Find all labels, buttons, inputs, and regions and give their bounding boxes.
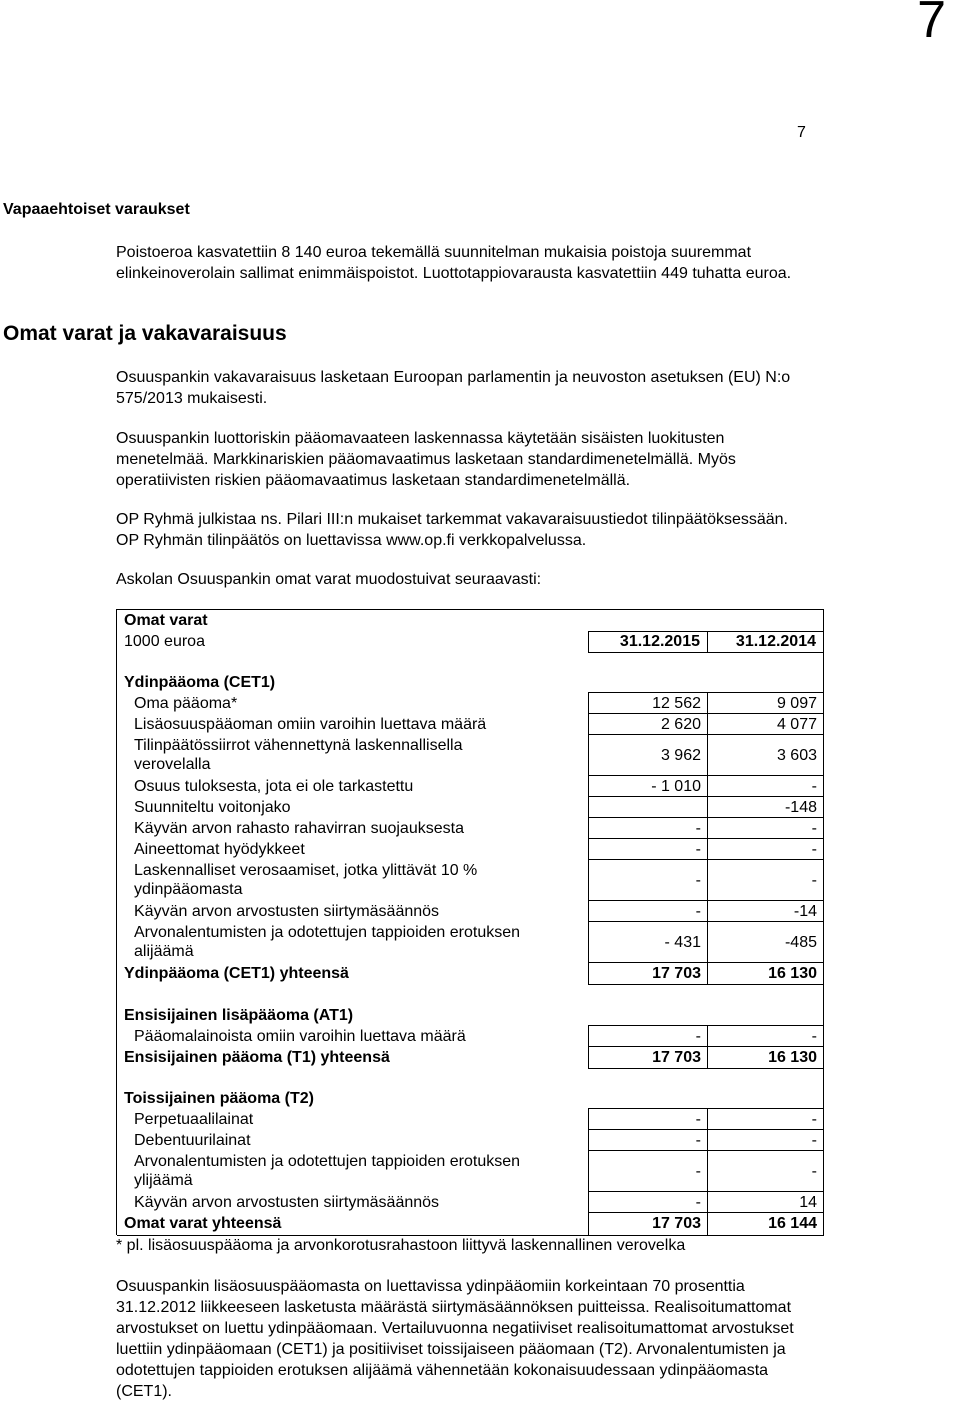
row-label — [134, 861, 477, 899]
row-label: Ydinpääoma (CET1) yhteensä — [124, 965, 349, 982]
cet1-heading: Ydinpääoma (CET1) — [124, 674, 276, 691]
corner-page-number: 7 — [917, 0, 946, 49]
text-line: Osuuspankin luottoriskin pääomavaateen laskennassa käytetään sisäisten luokitusten — [116, 430, 725, 447]
value-2015: 12 562 — [652, 695, 701, 712]
row-label: Suunniteltu voitonjako — [134, 799, 291, 816]
row-divider — [588, 984, 824, 985]
value-2014: -485 — [784, 934, 817, 951]
section-heading-voluntary-reserves: Vapaaehtoiset varaukset — [3, 201, 190, 218]
t2-heading: Toissijainen pääoma (T2) — [124, 1090, 314, 1107]
table-title: Omat varat — [124, 612, 208, 629]
section-heading-capital: Omat varat ja vakavaraisuus — [3, 322, 287, 345]
capital-paragraph-3 — [116, 509, 906, 551]
row-label: Käyvän arvon rahasto rahavirran suojauksesta — [134, 820, 464, 837]
value-2015: - — [695, 1132, 701, 1149]
value-2014: -148 — [784, 799, 817, 816]
own-funds-table — [116, 609, 824, 1235]
at1-heading: Ensisijainen lisäpääoma (AT1) — [124, 1007, 354, 1024]
table-bottom-border — [117, 1235, 824, 1236]
value-2014: 3 603 — [776, 747, 817, 764]
column-header-2015: 31.12.2015 — [588, 631, 708, 653]
text-line: menetelmää. Markkinariskien pääomavaatimus lasketaan standardimenetelmällä. Myös — [116, 451, 736, 468]
row-label-line: Arvonalentumisten ja odotettujen tappioiden erotuksen — [134, 1153, 521, 1170]
text-line: Askolan Osuuspankin omat varat muodostuivat seuraavasti: — [116, 571, 542, 588]
capital-paragraph-1 — [116, 367, 906, 409]
value-2015: - — [695, 872, 701, 889]
total-2014: 16 130 — [768, 965, 817, 982]
total-2015: 17 703 — [652, 965, 701, 982]
value-2015: - — [695, 1028, 701, 1045]
value-2015: 2 620 — [660, 716, 701, 733]
page-number: 7 — [797, 124, 806, 141]
value-2015: - — [695, 820, 701, 837]
text-line: OP Ryhmän tilinpäätös on luettavissa www.op.fi verkkopalvelussa. — [116, 532, 587, 549]
value-2014: - — [811, 1132, 817, 1149]
row-label: Osuus tuloksesta, jota ei ole tarkastettu — [134, 778, 414, 795]
row-label: Aineettomat hyödykkeet — [134, 841, 305, 858]
capital-paragraph-2 — [116, 428, 906, 491]
value-2014: 4 077 — [776, 716, 817, 733]
column-divider — [823, 1108, 824, 1235]
value-2015: - 1 010 — [651, 778, 701, 795]
value-2014: -14 — [793, 903, 817, 920]
row-label-line: ydinpääomasta — [134, 881, 243, 898]
value-2014: 14 — [799, 1194, 817, 1211]
row-label-line: ylijäämä — [134, 1172, 193, 1189]
row-divider — [588, 1068, 824, 1069]
value-2015: - — [695, 903, 701, 920]
row-label: Pääomalainoista omiin varoihin luettava määrä — [134, 1028, 466, 1045]
value-2015: - — [695, 1163, 701, 1180]
text-line: Osuuspankin lisäosuuspääomasta on luettavissa ydinpääomiin korkeintaan 70 prosenttia — [116, 1278, 745, 1295]
text-line: 575/2013 mukaisesti. — [116, 390, 268, 407]
row-label-line: alijäämä — [134, 943, 194, 960]
total-2015: 17 703 — [652, 1215, 701, 1232]
value-2014: - — [811, 1111, 817, 1128]
value-2014: - — [811, 820, 817, 837]
row-label: Lisäosuuspääoman omiin varoihin luettava määrä — [134, 716, 487, 733]
table-footnote: * pl. lisäosuuspääoma ja arvonkorotusrahastoon liittyvä laskennallinen verovelka — [116, 1237, 686, 1254]
value-2015: - — [695, 841, 701, 858]
capital-paragraph-4 — [116, 569, 906, 590]
closing-paragraph — [116, 1276, 906, 1402]
total-2015: 17 703 — [652, 1049, 701, 1066]
value-2014: - — [811, 841, 817, 858]
text-line: Poistoeroa kasvatettiin 8 140 euroa tekemällä suunnitelman mukaisia poistoja suuremmat — [116, 244, 752, 261]
value-2014: 9 097 — [776, 695, 817, 712]
row-label — [134, 736, 462, 774]
text-line: arvostukset on luettu ydinpääomaan. Vertailuvuonna negatiiviset realisoitumattomat arvostukset — [116, 1320, 794, 1337]
value-2015: - — [695, 1194, 701, 1211]
value-2014: - — [811, 1028, 817, 1045]
text-line: odotettujen tappioiden erotuksen alijäämä vähennetään kokonaisuudessaan ydinpääomasta — [116, 1362, 769, 1379]
column-header-2014: 31.12.2014 — [707, 631, 824, 653]
total-2014: 16 144 — [768, 1215, 817, 1232]
value-2014: - — [811, 1163, 817, 1180]
row-label-line: verovelalla — [134, 756, 211, 773]
text-line: elinkeinoverolain sallimat enimmäispoistot. Luottotappiovarausta kasvatettiin 449 tuhatta euroa. — [116, 265, 792, 282]
total-2014: 16 130 — [768, 1049, 817, 1066]
value-2014: - — [811, 872, 817, 889]
text-line: OP Ryhmä julkistaa ns. Pilari III:n mukaiset tarkemmat vakavaraisuustiedot tilinpäätöksessään. — [116, 511, 788, 528]
row-label: Ensisijainen pääoma (T1) yhteensä — [124, 1049, 390, 1066]
text-line: (CET1). — [116, 1383, 172, 1400]
text-line: luettiin ydinpääomaan (CET1) ja positiiviset toissijaiseen pääomaan (T2). Arvonalentumisten ja — [116, 1341, 786, 1358]
table-unit: 1000 euroa — [124, 633, 205, 650]
text-line: 31.12.2012 liikkeeseen lasketusta määrästä siirtymäsäännöksen puitteissa. Realisoitumattomat — [116, 1299, 792, 1316]
row-label: Omat varat yhteensä — [124, 1215, 282, 1232]
text-line: operatiivisten riskien pääomavaatimus lasketaan standardimenetelmällä. — [116, 472, 631, 489]
row-label: Käyvän arvon arvostusten siirtymäsäännös — [134, 903, 440, 920]
value-2015: 3 962 — [660, 747, 701, 764]
row-label-line: Laskennalliset verosaamiset, jotka ylittävät 10 % — [134, 862, 478, 879]
row-label — [134, 1152, 520, 1190]
text-line: Osuuspankin vakavaraisuus lasketaan Euroopan parlamentin ja neuvoston asetuksen (EU) N:o — [116, 369, 791, 386]
value-2015: - — [695, 1111, 701, 1128]
row-label: Debentuurilainat — [134, 1132, 251, 1149]
row-label: Oma pääoma* — [134, 695, 238, 712]
row-label-line: Arvonalentumisten ja odotettujen tappioiden erotuksen — [134, 924, 521, 941]
voluntary-reserves-text — [116, 242, 906, 284]
column-divider — [823, 1025, 824, 1069]
row-label: Käyvän arvon arvostusten siirtymäsäännös — [134, 1194, 440, 1211]
row-label: Perpetuaalilainat — [134, 1111, 254, 1128]
value-2015: - 431 — [664, 934, 701, 951]
row-label-line: Tilinpäätössiirrot vähennettynä laskennallisella — [134, 737, 463, 754]
value-2014: - — [811, 778, 817, 795]
row-label — [134, 923, 520, 961]
